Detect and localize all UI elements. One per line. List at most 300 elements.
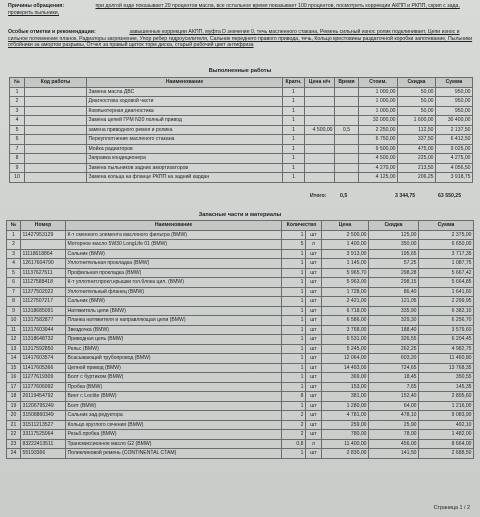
table-cell: 3 918,75 bbox=[436, 173, 473, 183]
table-cell: 8 bbox=[10, 154, 25, 164]
table-row bbox=[7, 287, 474, 297]
table-cell: Натяжитель цепи (BMW) bbox=[66, 306, 282, 316]
table-row bbox=[7, 382, 474, 392]
table-cell: 5 667,42 bbox=[419, 268, 474, 278]
table-cell: 5 963,00 bbox=[322, 278, 369, 288]
table-cell: 6 bbox=[10, 135, 25, 145]
table-row bbox=[7, 259, 474, 269]
table-cell: шт bbox=[306, 401, 322, 411]
table-cell: 335,90 bbox=[369, 306, 419, 316]
table-cell: 780,00 bbox=[322, 430, 369, 440]
table-cell: 1 bbox=[10, 87, 25, 97]
table-cell: 3 bbox=[10, 106, 25, 116]
table-cell: 26119454792 bbox=[21, 392, 66, 402]
table-cell: 456,00 bbox=[369, 439, 419, 449]
table-cell bbox=[25, 144, 87, 154]
table-cell: шт bbox=[306, 382, 322, 392]
table-cell: 950,00 bbox=[436, 87, 473, 97]
table-cell: 2 bbox=[10, 97, 25, 107]
table-cell bbox=[335, 116, 359, 126]
table-cell: 0,8 bbox=[282, 439, 306, 449]
table-cell: 13 768,35 bbox=[419, 363, 474, 373]
table-cell: 7,65 bbox=[369, 382, 419, 392]
table-cell: 4 982,75 bbox=[419, 344, 474, 354]
table-cell: 1 bbox=[283, 163, 305, 173]
table-cell: 188,40 bbox=[369, 325, 419, 335]
table-cell: 11417603574 bbox=[21, 354, 66, 364]
works-col-header: Код работы bbox=[25, 78, 87, 88]
table-cell bbox=[305, 173, 335, 183]
works-col-header: Стоим. bbox=[359, 78, 398, 88]
table-cell: 213,50 bbox=[398, 163, 436, 173]
table-cell: Пробка (BMW) bbox=[66, 382, 282, 392]
table-row bbox=[7, 316, 474, 326]
table-cell: 1 641,60 bbox=[419, 287, 474, 297]
table-row bbox=[7, 354, 474, 364]
table-cell: 11 bbox=[7, 325, 21, 335]
table-cell: 11317592850 bbox=[21, 344, 66, 354]
table-cell: 724,65 bbox=[369, 363, 419, 373]
table-cell: 1 bbox=[282, 306, 306, 316]
table-cell: 2 895,60 bbox=[419, 392, 474, 402]
table-cell: шт bbox=[306, 373, 322, 383]
table-cell: Поликлиновой ремень (CONTINENTAL CTAM) bbox=[66, 449, 282, 459]
table-cell: 6 412,50 bbox=[436, 135, 473, 145]
table-cell: 329,30 bbox=[369, 316, 419, 326]
table-cell: 206,25 bbox=[398, 173, 436, 183]
table-cell: шт bbox=[306, 392, 322, 402]
table-cell: 2 137,50 bbox=[436, 125, 473, 135]
table-cell: 1 bbox=[283, 154, 305, 164]
table-row bbox=[7, 278, 474, 288]
table-cell: 1 bbox=[282, 297, 306, 307]
table-cell: 50,00 bbox=[398, 87, 436, 97]
table-cell: 50,00 bbox=[398, 106, 436, 116]
table-cell bbox=[25, 125, 87, 135]
table-cell: 2 299,95 bbox=[419, 297, 474, 307]
table-cell: 2 375,00 bbox=[419, 230, 474, 240]
table-cell: Мойка радиаторов bbox=[87, 144, 283, 154]
notes-text: завышенные коррекции АКПП, муфта D значение 0, течь масленного стакана, Ремень сильный износ ролик подклинивает, Цепи износ и сильное потемнение планок, Радиаторы загрязнение, Упор ребер гидроусилителя, Сальник переднего правого привода, течь, Кольцо крестовины раздаточной коробки запотевание, Пыльники отбойники за амортов разрывы, Отчел за правый щиток торм диска, старый рабочий цвет антифриза bbox=[8, 29, 473, 49]
table-cell: Рельс (BMW) bbox=[66, 344, 282, 354]
table-cell: л bbox=[306, 439, 322, 449]
table-cell: 125,00 bbox=[369, 230, 419, 240]
table-cell: 298,28 bbox=[369, 268, 419, 278]
table-cell: Переуплотнение масленого стакана bbox=[87, 135, 283, 145]
table-cell: 2 bbox=[282, 430, 306, 440]
table-cell: 1 087,75 bbox=[419, 259, 474, 269]
table-cell: 9 bbox=[7, 306, 21, 316]
table-cell: Болт с буртиком (BMW) bbox=[66, 373, 282, 383]
table-cell: 2 830,00 bbox=[322, 449, 369, 459]
table-cell: 2 250,00 bbox=[359, 125, 398, 135]
table-cell: 1 bbox=[282, 230, 306, 240]
table-cell bbox=[305, 144, 335, 154]
table-cell: 11127588418 bbox=[21, 278, 66, 288]
table-row bbox=[10, 144, 473, 154]
table-row bbox=[7, 297, 474, 307]
table-cell: 5 bbox=[10, 125, 25, 135]
table-cell: шт bbox=[306, 363, 322, 373]
table-cell: 22 bbox=[7, 430, 21, 440]
table-cell: 5 245,00 bbox=[322, 344, 369, 354]
table-cell: шт bbox=[306, 354, 322, 364]
table-cell: 1 bbox=[282, 287, 306, 297]
works-totals-sum: 63 550,25 bbox=[438, 193, 462, 199]
table-cell: 11 400,00 bbox=[322, 439, 369, 449]
table-cell bbox=[25, 163, 87, 173]
table-cell: 1 bbox=[282, 382, 306, 392]
table-cell: 23 bbox=[7, 439, 21, 449]
table-cell: шт bbox=[306, 268, 322, 278]
table-cell: 152,40 bbox=[369, 392, 419, 402]
table-cell bbox=[305, 97, 335, 107]
table-cell bbox=[21, 240, 66, 250]
table-row bbox=[10, 163, 473, 173]
table-cell: шт bbox=[306, 316, 322, 326]
table-cell: 1 bbox=[283, 116, 305, 126]
table-cell: 1 bbox=[282, 344, 306, 354]
parts-col-header: Скидка bbox=[369, 221, 419, 231]
table-cell: 9 bbox=[10, 163, 25, 173]
table-cell bbox=[25, 106, 87, 116]
table-cell: Приводная цепь (BMW) bbox=[66, 335, 282, 345]
works-totals-label: Итого: bbox=[310, 193, 327, 199]
table-cell: 4 125,00 bbox=[359, 173, 398, 183]
works-col-header: Скидка bbox=[398, 78, 436, 88]
table-cell: 2 500,00 bbox=[322, 230, 369, 240]
table-cell: 1 000,00 bbox=[359, 97, 398, 107]
table-cell: Сальник (BMW) bbox=[66, 249, 282, 259]
table-cell: 4 781,00 bbox=[322, 411, 369, 421]
table-cell bbox=[335, 173, 359, 183]
table-cell: 1 bbox=[7, 230, 21, 240]
table-cell: 950,00 bbox=[436, 106, 473, 116]
table-cell: 475,00 bbox=[398, 144, 436, 154]
table-row bbox=[7, 449, 474, 459]
table-cell: 1 400,00 bbox=[322, 240, 369, 250]
table-cell: 6 650,00 bbox=[419, 240, 474, 250]
table-cell: 11318685091 bbox=[21, 306, 66, 316]
notes-label: Особые отметки и рекомендации: bbox=[8, 29, 96, 35]
works-col-header: Наименование bbox=[87, 78, 283, 88]
table-cell: 18,45 bbox=[369, 373, 419, 383]
table-cell: 195,65 bbox=[369, 249, 419, 259]
table-cell: шт bbox=[306, 335, 322, 345]
table-cell: 86,40 bbox=[369, 287, 419, 297]
table-cell: 8 bbox=[7, 297, 21, 307]
table-cell bbox=[305, 116, 335, 126]
table-cell: 16 bbox=[7, 373, 21, 383]
table-cell: 11318648732 bbox=[21, 335, 66, 345]
table-cell: 55193366 bbox=[21, 449, 66, 459]
table-cell: 11277619309 bbox=[21, 373, 66, 383]
table-row bbox=[10, 97, 473, 107]
table-cell: Замена масла ДВС bbox=[87, 87, 283, 97]
works-col-header: Время bbox=[335, 78, 359, 88]
table-cell: шт bbox=[306, 278, 322, 288]
table-cell: 298,15 bbox=[369, 278, 419, 288]
table-cell: 1 bbox=[282, 325, 306, 335]
table-cell: 0,5 bbox=[335, 125, 359, 135]
table-cell: 145,35 bbox=[419, 382, 474, 392]
table-cell: шт bbox=[306, 420, 322, 430]
table-cell: 8 664,00 bbox=[419, 439, 474, 449]
table-cell: 11417605366 bbox=[21, 363, 66, 373]
table-row bbox=[10, 135, 473, 145]
parts-col-header: Наименование bbox=[66, 221, 282, 231]
works-col-header: Сумма bbox=[436, 78, 473, 88]
table-cell: Замена цепей ГРМ N20 полный привод bbox=[87, 116, 283, 126]
table-cell: 13 bbox=[7, 344, 21, 354]
reason-text: при долгой езде показывает 20 процентов масла, все остальное время показывает 100 процентов, посмотреть коррекции АКПП и РКПП, скрип с зада, проверить пыльники, bbox=[8, 3, 460, 16]
table-cell: 4 275,00 bbox=[436, 154, 473, 164]
table-cell: 11137627511 bbox=[21, 268, 66, 278]
table-cell: шт bbox=[306, 249, 322, 259]
table-row bbox=[7, 306, 474, 316]
table-cell: 381,00 bbox=[322, 392, 369, 402]
parts-col-header: Номер bbox=[21, 221, 66, 231]
table-cell: 6 586,00 bbox=[322, 316, 369, 326]
table-cell: 12 064,00 bbox=[322, 354, 369, 364]
table-cell: 78,00 bbox=[369, 430, 419, 440]
table-cell: 2 688,50 bbox=[419, 449, 474, 459]
table-cell: 478,10 bbox=[369, 411, 419, 421]
table-row bbox=[7, 325, 474, 335]
table-cell: 2 421,00 bbox=[322, 297, 369, 307]
table-cell: 6 750,00 bbox=[359, 135, 398, 145]
table-cell bbox=[25, 87, 87, 97]
works-col-header: Кратн. bbox=[283, 78, 305, 88]
table-cell: 350,00 bbox=[369, 240, 419, 250]
table-cell: 9 500,00 bbox=[359, 144, 398, 154]
table-cell: 225,00 bbox=[398, 154, 436, 164]
table-cell: Диагностика ходовой части bbox=[87, 97, 283, 107]
table-cell: 4 bbox=[7, 259, 21, 269]
table-cell: 24 bbox=[7, 449, 21, 459]
table-cell: 326,55 bbox=[369, 335, 419, 345]
table-cell: 12 bbox=[7, 335, 21, 345]
works-table bbox=[9, 77, 473, 183]
table-row bbox=[7, 411, 474, 421]
table-cell: Цепной привод (BMW) bbox=[66, 363, 282, 373]
table-cell: 21 bbox=[7, 420, 21, 430]
table-cell bbox=[25, 116, 87, 126]
table-cell: 4 270,00 bbox=[359, 163, 398, 173]
table-cell: 31511213527 bbox=[21, 420, 66, 430]
table-cell bbox=[335, 154, 359, 164]
table-cell: 6 204,45 bbox=[419, 335, 474, 345]
table-cell: 1 bbox=[283, 125, 305, 135]
works-title: Выполненные работы bbox=[208, 68, 272, 74]
table-cell: 112,50 bbox=[398, 125, 436, 135]
table-cell: 1 bbox=[282, 363, 306, 373]
table-cell: Замена кольца на фланце РКПП на задний кардан bbox=[87, 173, 283, 183]
table-cell bbox=[25, 97, 87, 107]
table-cell: 7 bbox=[7, 287, 21, 297]
table-cell: 4 500,00 bbox=[305, 125, 335, 135]
reason-label: Причины обращения: bbox=[8, 3, 65, 9]
works-totals-time: 0,5 bbox=[340, 193, 348, 199]
table-cell: 603,20 bbox=[369, 354, 419, 364]
table-cell bbox=[25, 154, 87, 164]
table-cell: Уплотнительный фланец (BMW) bbox=[66, 287, 282, 297]
table-cell: 141,50 bbox=[369, 449, 419, 459]
table-cell: Сальник (BMW) bbox=[66, 297, 282, 307]
table-cell: 64,00 bbox=[369, 401, 419, 411]
table-cell: Замена пыльников задних амортизаторов bbox=[87, 163, 283, 173]
table-cell: 1 bbox=[283, 144, 305, 154]
table-cell: Резьб.пробка (BMW) bbox=[66, 430, 282, 440]
table-cell: 2 bbox=[282, 420, 306, 430]
table-row bbox=[7, 268, 474, 278]
table-cell: 18 bbox=[7, 392, 21, 402]
table-cell: 11127507217 bbox=[21, 297, 66, 307]
table-cell: 31206795249 bbox=[21, 401, 66, 411]
table-cell: 83222413511 bbox=[21, 439, 66, 449]
table-cell: 6 718,00 bbox=[322, 306, 369, 316]
table-cell: 3 bbox=[7, 249, 21, 259]
table-cell bbox=[335, 97, 359, 107]
table-cell: Кольцо круглого сечения (BMW) bbox=[66, 420, 282, 430]
table-cell: К-т уплотнит.прокл.крышки гол.блока цил. (BMW) bbox=[66, 278, 282, 288]
table-cell: Планка натяжителя и направляющая цепи (BMW) bbox=[66, 316, 282, 326]
table-cell: К-т сменного элемента масляного фильтра (BMW) bbox=[66, 230, 282, 240]
table-row bbox=[7, 230, 474, 240]
table-cell: 2 bbox=[282, 411, 306, 421]
table-cell: 1 bbox=[283, 97, 305, 107]
table-cell: Звездочка (BMW) bbox=[66, 325, 282, 335]
table-cell: л bbox=[306, 240, 322, 250]
table-cell: 3 913,00 bbox=[322, 249, 369, 259]
parts-title: Запасные части и материалы bbox=[198, 212, 282, 218]
table-cell: Болт (BMW) bbox=[66, 401, 282, 411]
table-row bbox=[7, 420, 474, 430]
table-cell: Винт с Loctite (BMW) bbox=[66, 392, 282, 402]
table-cell: 1 bbox=[283, 106, 305, 116]
table-cell: 31508860349 bbox=[21, 411, 66, 421]
table-cell: 7 bbox=[10, 144, 25, 154]
table-cell: 11118618864 bbox=[21, 249, 66, 259]
table-cell bbox=[25, 173, 87, 183]
table-cell bbox=[335, 87, 359, 97]
table-cell: 4 500,00 bbox=[359, 154, 398, 164]
table-cell: 1 280,00 bbox=[322, 401, 369, 411]
parts-col-header: Сумма bbox=[419, 221, 474, 231]
table-cell: 1 482,00 bbox=[419, 430, 474, 440]
table-cell: 20 bbox=[7, 411, 21, 421]
table-cell: 1 600,00 bbox=[398, 116, 436, 126]
table-cell: шт bbox=[306, 230, 322, 240]
table-cell: 1 000,00 bbox=[359, 106, 398, 116]
table-row bbox=[7, 249, 474, 259]
table-cell: шт bbox=[306, 325, 322, 335]
table-cell: 6 256,70 bbox=[419, 316, 474, 326]
table-cell bbox=[335, 144, 359, 154]
table-cell: 1 216,00 bbox=[419, 401, 474, 411]
table-cell: шт bbox=[306, 411, 322, 421]
table-cell: 12617604790 bbox=[21, 259, 66, 269]
table-cell: 259,00 bbox=[322, 420, 369, 430]
works-col-header: Цена н/ч bbox=[305, 78, 335, 88]
table-cell: шт bbox=[306, 287, 322, 297]
table-cell: 1 bbox=[282, 259, 306, 269]
table-cell: Трансмиссионное масло G2 (BMW) bbox=[66, 439, 282, 449]
table-cell: 6 bbox=[7, 278, 21, 288]
table-cell: 950,00 bbox=[436, 97, 473, 107]
table-cell: 6 382,10 bbox=[419, 306, 474, 316]
table-cell: 1 bbox=[282, 316, 306, 326]
table-cell: 1 bbox=[282, 278, 306, 288]
table-cell: 1 bbox=[283, 173, 305, 183]
table-cell bbox=[25, 135, 87, 145]
table-cell: шт bbox=[306, 449, 322, 459]
table-cell: 1 bbox=[282, 373, 306, 383]
parts-table bbox=[6, 220, 474, 459]
table-cell: Компьютерная диагностика bbox=[87, 106, 283, 116]
table-row bbox=[7, 373, 474, 383]
table-cell: 2 bbox=[7, 240, 21, 250]
table-cell: 1 bbox=[282, 268, 306, 278]
table-row bbox=[7, 335, 474, 345]
table-cell bbox=[305, 87, 335, 97]
table-cell: 121,05 bbox=[369, 297, 419, 307]
table-cell: 5 bbox=[7, 268, 21, 278]
table-cell bbox=[335, 163, 359, 173]
table-row bbox=[10, 106, 473, 116]
table-row bbox=[7, 439, 474, 449]
table-row bbox=[7, 240, 474, 250]
table-cell: 1 bbox=[283, 135, 305, 145]
table-cell: 5 664,85 bbox=[419, 278, 474, 288]
table-cell: шт bbox=[306, 430, 322, 440]
parts-col-header: Цена bbox=[322, 221, 369, 231]
table-cell: 32 000,00 bbox=[359, 116, 398, 126]
table-cell: 14 bbox=[7, 354, 21, 364]
table-cell: 4 bbox=[10, 116, 25, 126]
table-cell: 17 bbox=[7, 382, 21, 392]
table-row bbox=[7, 430, 474, 440]
table-row bbox=[10, 154, 473, 164]
reason-block bbox=[8, 3, 473, 16]
table-cell: 1 728,00 bbox=[322, 287, 369, 297]
table-cell: 30 400,00 bbox=[436, 116, 473, 126]
table-cell: 262,25 bbox=[369, 344, 419, 354]
table-cell bbox=[305, 163, 335, 173]
table-row bbox=[10, 173, 473, 183]
table-cell: 33117525064 bbox=[21, 430, 66, 440]
table-cell: 1 145,00 bbox=[322, 259, 369, 269]
table-row bbox=[7, 344, 474, 354]
table-cell: 1 000,00 bbox=[359, 87, 398, 97]
table-cell: 11377502022 bbox=[21, 287, 66, 297]
table-cell bbox=[335, 135, 359, 145]
table-cell: 1 bbox=[282, 249, 306, 259]
table-cell: 10 bbox=[7, 316, 21, 326]
table-cell: 8 bbox=[282, 392, 306, 402]
table-cell: Профильная прокладка (BMW) bbox=[66, 268, 282, 278]
table-cell: 10 bbox=[10, 173, 25, 183]
table-cell: 5 bbox=[282, 240, 306, 250]
table-cell: 369,00 bbox=[322, 373, 369, 383]
table-cell: замена приводного ремня и ролика bbox=[87, 125, 283, 135]
works-col-header: № bbox=[10, 78, 25, 88]
table-cell: 11317582877 bbox=[21, 316, 66, 326]
table-cell: 25,90 bbox=[369, 420, 419, 430]
table-cell: 19 bbox=[7, 401, 21, 411]
table-row bbox=[10, 116, 473, 126]
table-row bbox=[7, 363, 474, 373]
